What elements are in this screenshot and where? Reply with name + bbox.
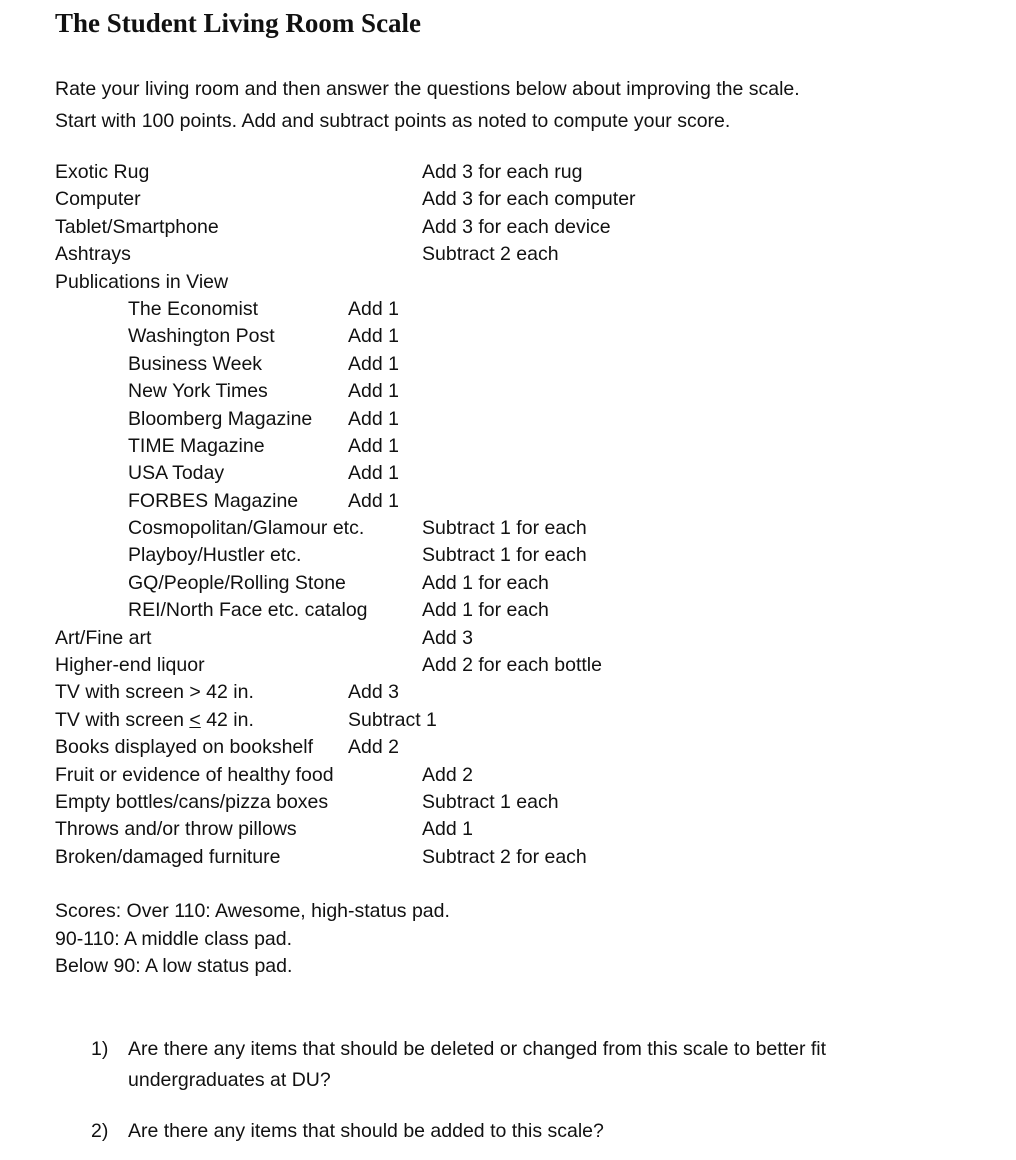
scale-item-label: Tablet/Smartphone [55, 215, 219, 238]
scale-item-row [0, 625, 1016, 652]
scale-item-label: TV with screen > 42 in. [55, 681, 254, 704]
question-item [0, 1116, 1016, 1147]
scale-item-label: Exotic Rug [55, 161, 150, 183]
scale-item-label: Higher-end liquor [55, 654, 205, 677]
scale-item-row [0, 707, 1016, 734]
scale-item-label: TIME Magazine [128, 434, 265, 457]
scale-item-points: Add 2 [422, 763, 473, 786]
scale-item-label: Computer [55, 188, 141, 211]
scale-item-points: Add 1 [348, 297, 399, 320]
scale-item-row [0, 679, 1016, 706]
question-number: 1) [91, 1038, 109, 1060]
scale-item-points: Add 1 [348, 407, 399, 430]
scale-item-points: Add 1 [348, 462, 399, 485]
score-key-line: Below 90: A low status pad. [55, 955, 293, 978]
scale-item-points: Add 1 for each [422, 571, 549, 594]
scale-item-row [0, 214, 1016, 241]
underlined-symbol: < [189, 708, 201, 731]
scale-item-label: Cosmopolitan/Glamour etc. [128, 517, 365, 540]
scale-item-points: Add 3 for each rug [422, 161, 583, 183]
scale-item-points: Add 2 [348, 736, 399, 759]
scale-item-points: Subtract 1 each [422, 790, 559, 813]
scale-item-label: Publications in View [55, 270, 229, 293]
scale-item-points: Add 3 for each computer [422, 188, 636, 211]
scale-item-points: Add 1 [348, 325, 399, 348]
score-key-line: Scores: Over 110: Awesome, high-status pad. [55, 900, 450, 922]
scale-item-points: Subtract 2 each [422, 243, 559, 266]
scale-item-label: FORBES Magazine [128, 489, 299, 512]
scale-item-label: Washington Post [128, 325, 275, 348]
scale-item-row [0, 652, 1016, 679]
scale-item-label: TV with screen < 42 in. [55, 708, 254, 731]
scale-item-points: Add 3 for each device [422, 215, 611, 238]
intro-line-1: Rate your living room and then answer the questions below about improving the scale. [55, 78, 800, 100]
scale-item-points: Add 1 [348, 352, 399, 375]
scale-item-points: Add 1 [348, 434, 399, 457]
scale-item-row [0, 597, 1016, 624]
scale-item-points: Add 3 [422, 626, 473, 649]
scale-item-row [0, 323, 1016, 350]
scale-item-points: Subtract 1 for each [422, 544, 587, 567]
scale-item-row [0, 816, 1016, 843]
scale-item-row [0, 460, 1016, 487]
scale-item-points: Subtract 1 for each [422, 517, 587, 540]
scale-item-points: Add 1 [422, 818, 473, 841]
scale-item-label: REI/North Face etc. catalog [128, 599, 368, 622]
scale-item-row [0, 351, 1016, 378]
scale-item-row [0, 570, 1016, 597]
scale-item-row [0, 734, 1016, 761]
scale-item-label: Bloomberg Magazine [128, 407, 313, 430]
scale-item-row [0, 762, 1016, 789]
scale-item-label: Throws and/or throw pillows [55, 818, 297, 841]
scale-item-row [0, 186, 1016, 213]
scale-item-row [0, 241, 1016, 268]
scale-items-list [0, 159, 1016, 871]
scale-item-row [0, 269, 1016, 296]
scale-item-points: Subtract 1 [348, 708, 437, 731]
scale-item-points: Add 3 [348, 681, 399, 704]
score-key-line: 90-110: A middle class pad. [55, 927, 293, 950]
scale-item-row [0, 406, 1016, 433]
scale-item-points: Add 1 for each [422, 599, 549, 622]
scale-item-row [0, 433, 1016, 460]
scale-item-label: Ashtrays [55, 243, 131, 266]
scale-item-row [0, 789, 1016, 816]
scale-item-row [0, 159, 1016, 186]
scale-item-label: Art/Fine art [55, 626, 152, 649]
question-text: Are there any items that should be added to this scale? [128, 1120, 604, 1142]
scale-item-row [0, 488, 1016, 515]
scale-item-label: Business Week [128, 352, 263, 375]
scale-item-label: Broken/damaged furniture [55, 845, 281, 868]
page-title: The Student Living Room Scale [55, 8, 422, 38]
intro-line-2: Start with 100 points. Add and subtract points as noted to compute your score. [55, 110, 731, 132]
scale-item-label: Empty bottles/cans/pizza boxes [55, 790, 329, 813]
scale-item-label: Fruit or evidence of healthy food [55, 763, 334, 786]
scale-item-row [0, 542, 1016, 569]
score-key [55, 898, 450, 981]
scale-item-label: USA Today [128, 462, 225, 485]
scale-item-points: Add 2 for each bottle [422, 654, 602, 677]
scale-item-points: Subtract 2 for each [422, 845, 587, 868]
scale-item-row [0, 378, 1016, 405]
scale-item-row [0, 515, 1016, 542]
scale-item-points: Add 1 [348, 380, 399, 403]
question-item [0, 1034, 1016, 1096]
question-text: Are there any items that should be deleted or changed from this scale to better fit undergraduates at DU? [128, 1038, 827, 1091]
scale-item-points: Add 1 [348, 489, 399, 512]
question-number: 2) [91, 1120, 109, 1142]
scale-item-row [0, 296, 1016, 323]
scale-item-label: Books displayed on bookshelf [55, 736, 314, 759]
scale-item-row [0, 844, 1016, 871]
questions-list [0, 1034, 1016, 1147]
scale-item-label: Playboy/Hustler etc. [128, 544, 302, 567]
scale-item-label: New York Times [128, 380, 268, 403]
scale-item-label: The Economist [128, 297, 259, 320]
scale-item-label: GQ/People/Rolling Stone [128, 571, 346, 594]
